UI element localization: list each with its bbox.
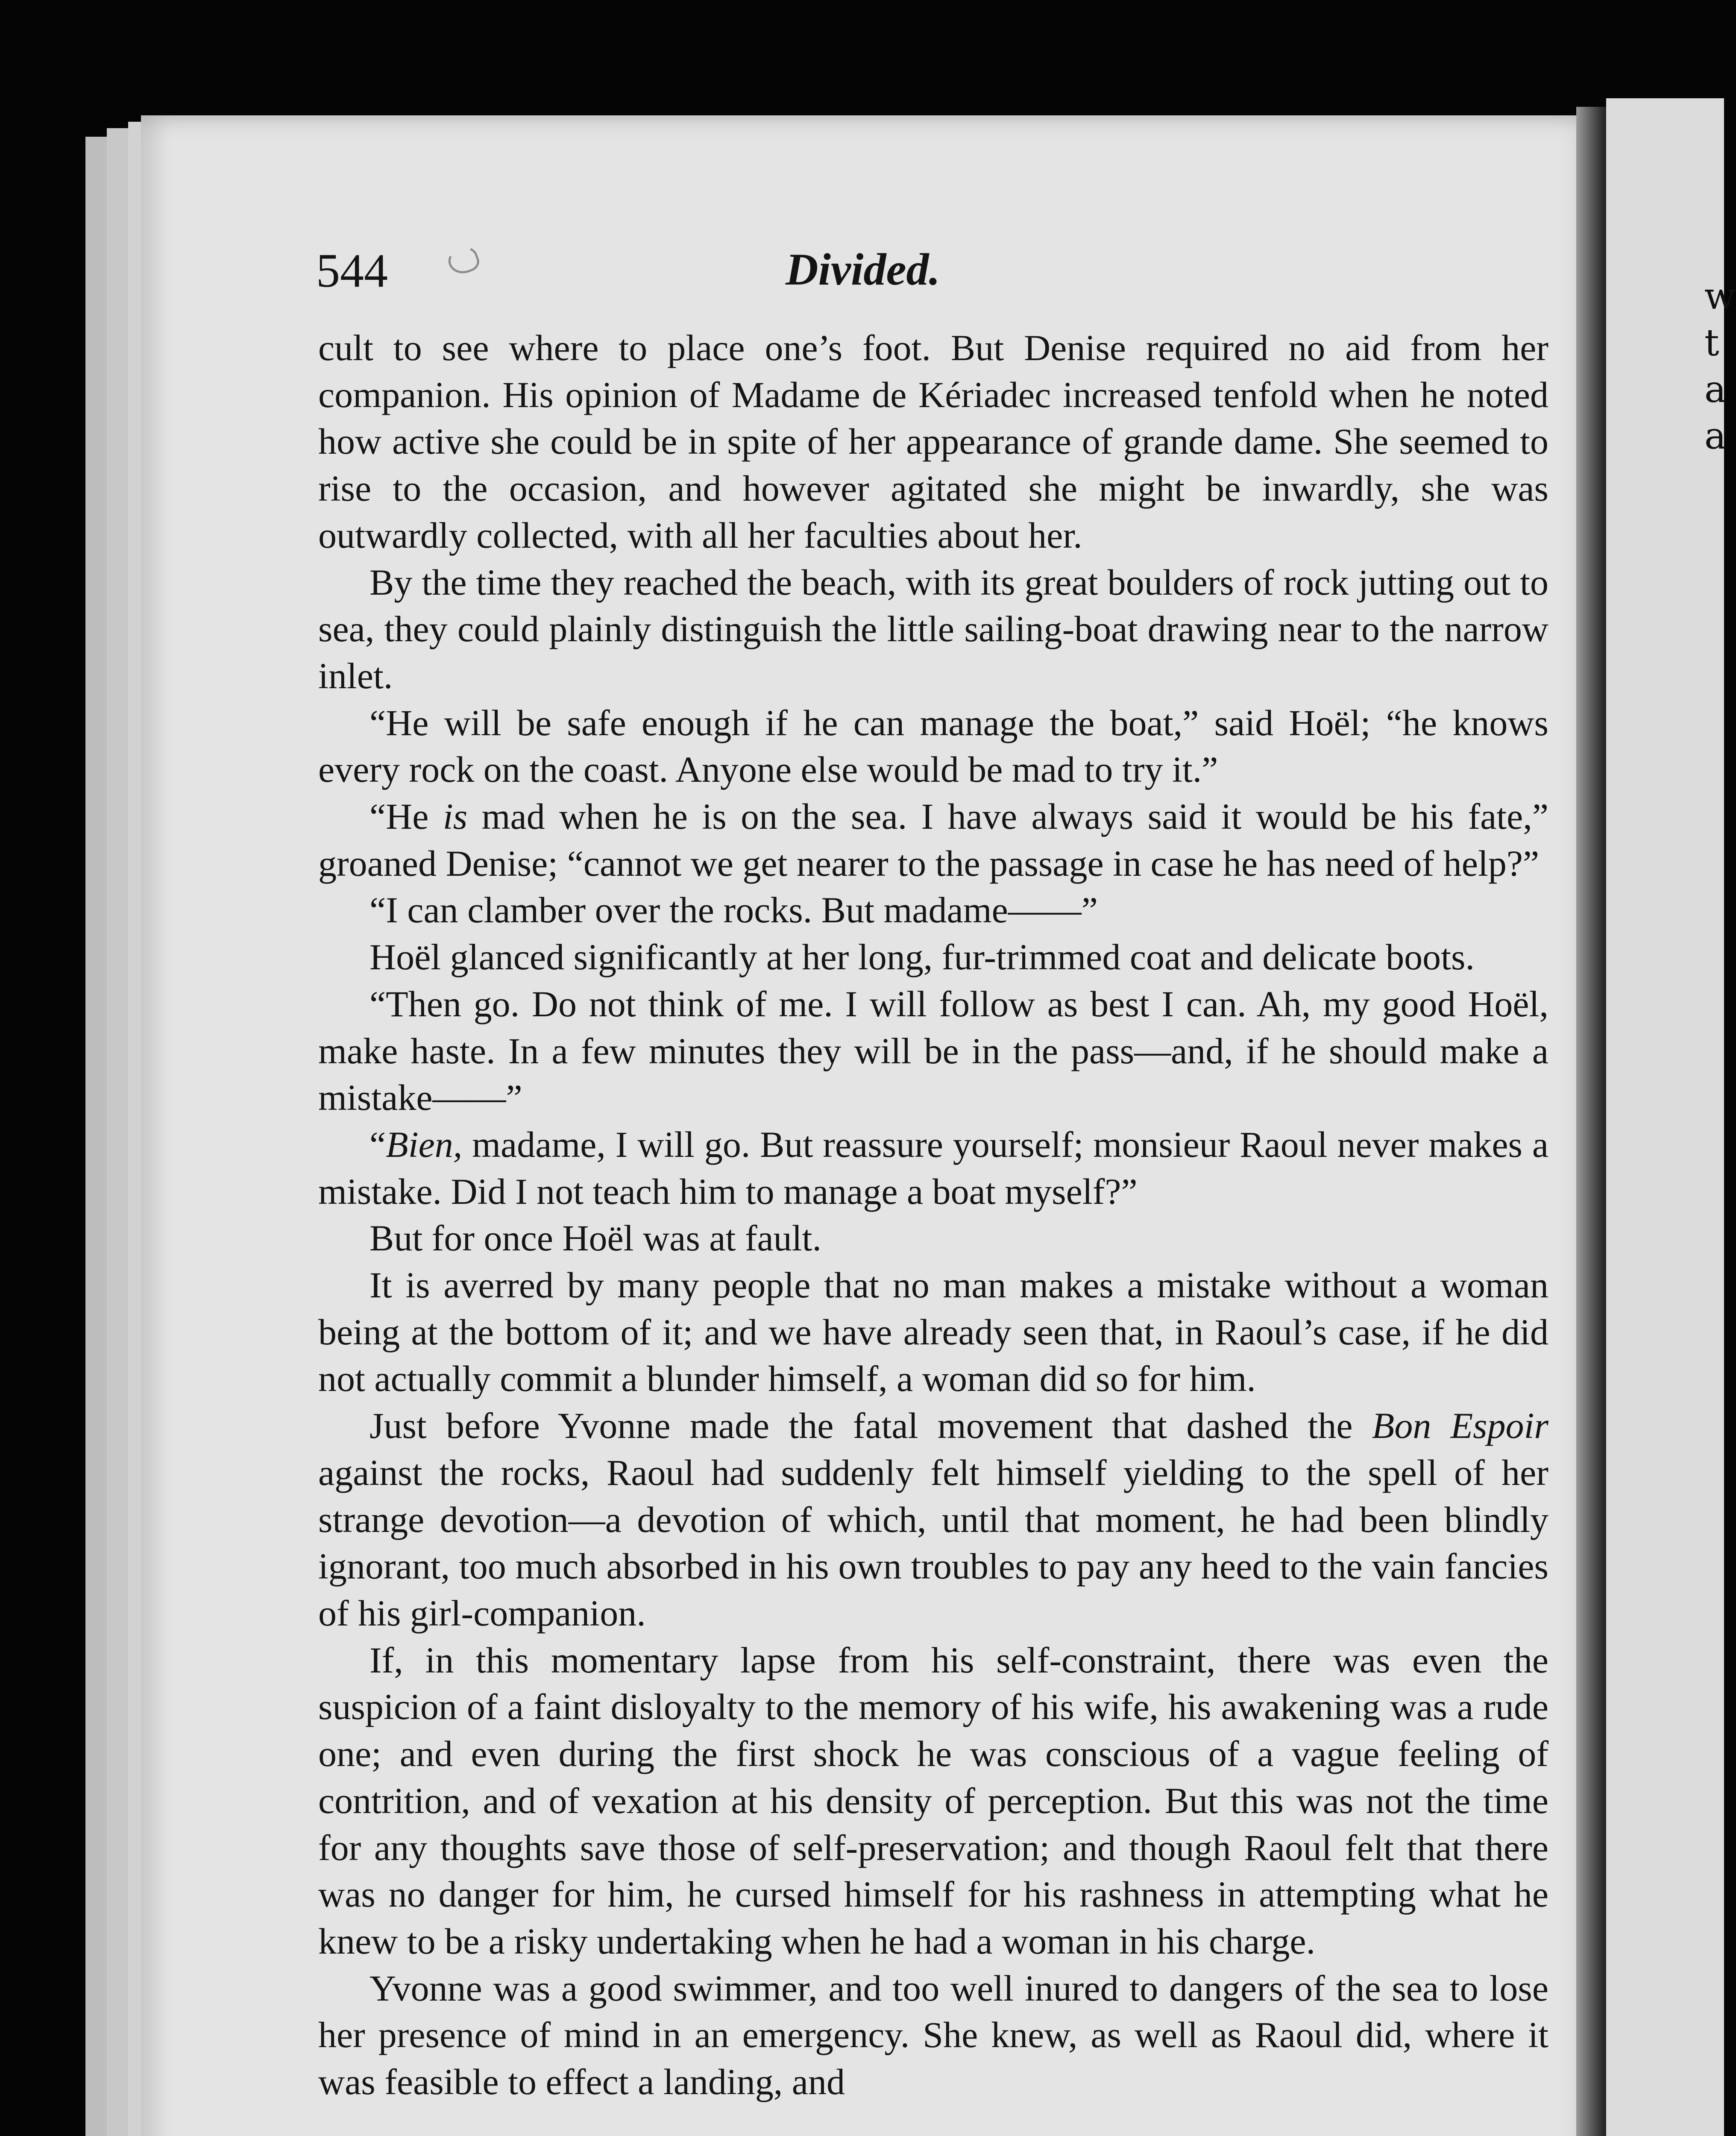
paragraph: Hoël glanced significantly at her long, fur-trimmed coat and delicate boots.	[369, 936, 1475, 978]
paragraph: By the time they reached the beach, with its great boulders of rock jutting out to sea, they could plainly distinguish the little sailing-boat drawing near to the narrow inlet.	[318, 561, 1548, 696]
text-run: madame, I will go. But reassure yourself; monsieur Raoul never makes a mistake. Did I not teach him to manage a boat myself?”	[318, 1124, 1548, 1212]
italic-text: is	[443, 796, 468, 837]
paragraph: cult to see where to place one’s foot. But Denise required no aid from her companion. His opinion of Madame de Kériadec increased tenfold when he noted how active she could be in spite of her appearance of grande dame. She seemed to rise to the occasion, and however agitated she might be inwardly, she was outwardly collected, with all her faculties about her.	[318, 327, 1548, 556]
facing-fragment: t	[1704, 322, 1719, 364]
paragraph: “I can clamber over the rocks. But madame——”	[369, 889, 1098, 931]
body-text	[318, 325, 1548, 2106]
text-run: “He	[369, 796, 443, 837]
italic-text: Bon Espoir	[1372, 1405, 1548, 1446]
text-run: mad when he is on the sea. I have always said it would be his fate,” groaned Denise; “cannot we get nearer to the passage in case he has need of help?”	[318, 796, 1549, 884]
paragraph: “He will be safe enough if he can manage the boat,” said Hoël; “he knows every rock on the coast. Anyone else would be mad to try it.”	[318, 702, 1548, 790]
paragraph	[318, 1402, 1548, 1637]
paragraph: “Then go. Do not think of me. I will follow as best I can. Ah, my good Hoël, make haste. In a few minutes they will be in the pass—and, if he should make a mistake——”	[318, 983, 1548, 1118]
facing-fragment: a	[1704, 415, 1727, 458]
text-run: against the rocks, Raoul had suddenly felt himself yielding to the spell of her strange devotion—a devotion of which, until that moment, he had been blindly ignorant, too much absorbed in his own troubles to pay any heed to the vain fancies of his girl-companion.	[318, 1452, 1548, 1634]
page-number: 544	[316, 244, 388, 297]
paragraph: It is averred by many people that no man makes a mistake without a woman being at the bottom of it; and we have already seen that, in Raoul’s case, if he did not actually commit a blunder himself, a woman did so for him.	[318, 1265, 1548, 1400]
paragraph: If, in this momentary lapse from his self-constraint, there was even the suspicion of a faint disloyalty to the memory of his wife, his awakening was a rude one; and even during the first shock he was conscious of a vague feeling of contrition, and of vexation at his density of perception. But this was not the time for any thoughts save those of self-preservation; and though Raoul felt that there was no danger for him, he cursed himself for his rashness in attempting what he knew to be a risky undertaking when he had a woman in his charge.	[318, 1639, 1548, 1962]
paragraph: Yvonne was a good swimmer, and too well inured to dangers of the sea to lose her presence of mind in an emergency. She knew, as well as Raoul did, where it was feasible to effect a landing, and	[318, 1967, 1548, 2103]
page-title: Divided.	[785, 244, 941, 294]
running-head	[171, 244, 1555, 303]
paragraph	[318, 793, 1548, 887]
facing-page	[1606, 98, 1736, 2136]
text-run: Just before Yvonne made the fatal movement that dashed the	[369, 1405, 1372, 1446]
facing-fragment: a	[1704, 368, 1727, 411]
facing-fragment: w	[1704, 275, 1736, 318]
text-run: “	[369, 1124, 386, 1165]
italic-text: Bien,	[386, 1124, 463, 1165]
paragraph	[318, 1121, 1548, 1215]
paragraph: But for once Hoël was at fault.	[369, 1218, 821, 1259]
